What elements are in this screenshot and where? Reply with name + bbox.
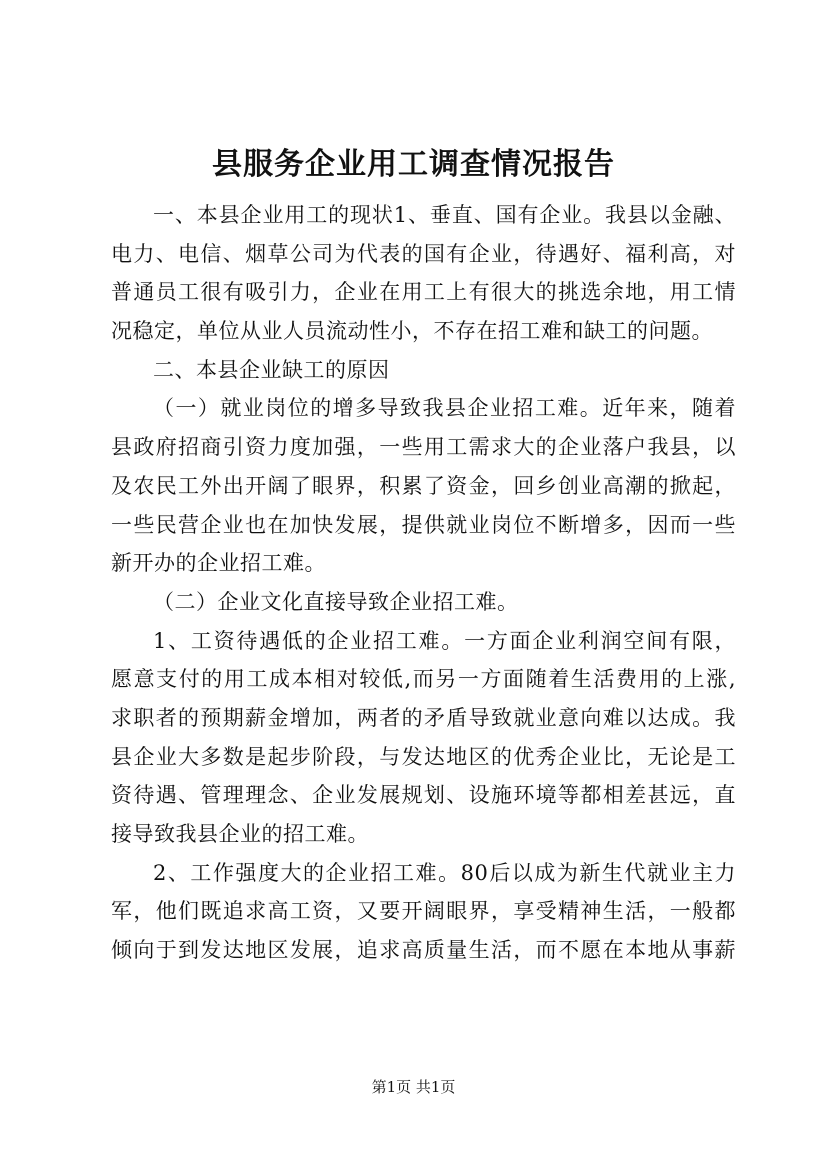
text-line: 倾向于到发达地区发展，追求高质量生活，而不愿在本地从事薪 [111, 938, 736, 963]
document-title: 县服务企业用工调查情况报告 [212, 147, 615, 182]
text-line: 愿意支付的用工成本相对较低,而另一方面随着生活费用的上涨, [111, 667, 736, 692]
text-line: 普通员工很有吸引力，企业在用工上有很大的挑选余地，用工情 [111, 280, 736, 305]
page-footer: 第1页 共1页 [371, 1078, 456, 1096]
text-line: 及农民工外出开阔了眼界，积累了资金，回乡创业高潮的掀起， [111, 473, 736, 498]
text-line: 新开办的企业招工难。 [111, 551, 326, 576]
text-line: 电力、电信、烟草公司为代表的国有企业，待遇好、福利高，对 [111, 241, 736, 266]
text-line: 一些民营企业也在加快发展，提供就业岗位不断增多，因而一些 [111, 512, 736, 537]
text-line: 接导致我县企业的招工难。 [111, 822, 369, 846]
text-line: 求职者的预期薪金增加，两者的矛盾导致就业意向难以达成。我 [111, 705, 736, 730]
text-line: （二）企业文化直接导致企业招工难。 [153, 589, 519, 614]
text-line: 况稳定，单位从业人员流动性小，不存在招工难和缺工的问题。 [111, 319, 713, 344]
text-line: 资待遇、管理理念、企业发展规划、设施环境等都相差甚远，直 [111, 783, 736, 808]
text-line: 县企业大多数是起步阶段，与发达地区的优秀企业比，无论是工 [111, 744, 736, 769]
text-line: （一）就业岗位的增多导致我县企业招工难。近年来，随着 [153, 396, 736, 421]
text-line: 2、工作强度大的企业招工难。80后以成为新生代就业主力 [153, 860, 736, 885]
text-line: 军，他们既追求高工资，又要开阔眼界，享受精神生活，一般都 [111, 899, 736, 924]
text-line: 一、本县企业用工的现状1、垂直、国有企业。我县以金融、 [153, 203, 736, 227]
text-line: 1、工资待遇低的企业招工难。一方面企业利润空间有限， [153, 628, 736, 653]
document-body [111, 196, 736, 970]
text-line: 县政府招商引资力度加强，一些用工需求大的企业落户我县，以 [111, 435, 736, 460]
text-line: 二、本县企业缺工的原因 [153, 357, 390, 382]
